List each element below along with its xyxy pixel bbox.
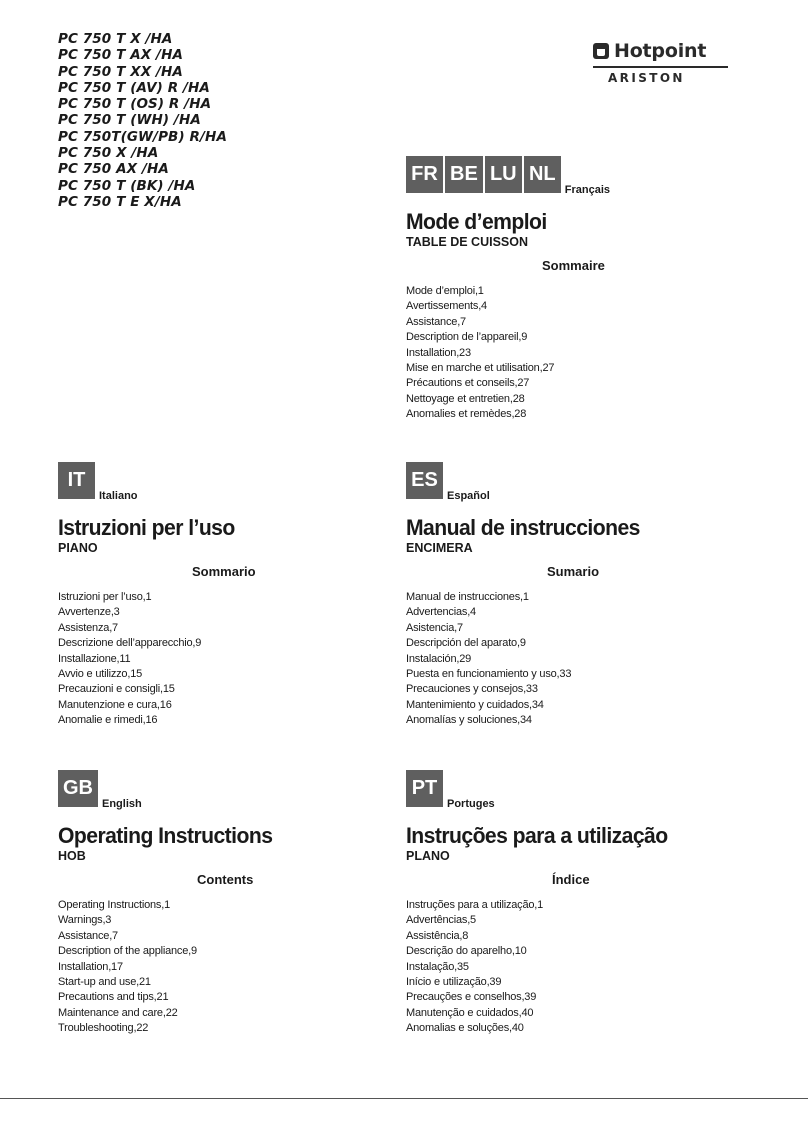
- section-gb: [58, 770, 286, 1037]
- toc-item: Precauzioni e consigli,15: [58, 683, 175, 696]
- section-es: [406, 462, 655, 729]
- model-item: PC 750T(GW/PB) R/HA: [58, 128, 227, 145]
- toc-item: Mise en marche et utilisation,27: [406, 362, 555, 375]
- model-item: PC 750 T E X/HA: [58, 193, 182, 210]
- model-item: PC 750 T XX /HA: [58, 63, 183, 80]
- toc-item: Advertências,5: [406, 914, 476, 927]
- toc-item: Start-up and use,21: [58, 976, 151, 989]
- language-name: Español: [447, 490, 490, 502]
- toc-item: Precauções e conselhos,39: [406, 991, 537, 1004]
- toc-list: [58, 590, 256, 729]
- section-subtitle: ENCIMERA: [406, 541, 473, 555]
- toc-item: Descripción del aparato,9: [406, 637, 526, 650]
- toc-item: Início e utilização,39: [406, 976, 502, 989]
- section-title: Manual de instrucciones: [406, 515, 640, 540]
- toc-item: Assistance,7: [406, 315, 466, 328]
- model-item: PC 750 T (OS) R /HA: [58, 96, 212, 113]
- lang-tag-it: IT: [58, 462, 95, 499]
- toc-item: Warnings,3: [58, 914, 112, 927]
- toc-item: Maintenance and care,22: [58, 1006, 178, 1019]
- toc-item: Nettoyage et entretien,28: [406, 392, 525, 405]
- toc-item: Assistência,8: [406, 929, 469, 942]
- section-subtitle: PIANO: [58, 541, 98, 555]
- toc-item: Avvio e utilizzo,15: [58, 668, 143, 681]
- toc-item: Precautions and tips,21: [58, 991, 169, 1004]
- toc-item: Anomalías y soluciones,34: [406, 714, 532, 727]
- toc-item: Istruzioni per l’uso,1: [58, 591, 152, 603]
- section-pt: [406, 770, 684, 1037]
- brand-subname: ARISTON: [608, 71, 685, 85]
- toc-item: Installation,17: [58, 960, 123, 973]
- toc-list: [406, 898, 684, 1037]
- section-subtitle: PLANO: [406, 849, 450, 863]
- toc-item: Descrição do aparelho,10: [406, 945, 527, 958]
- language-tags: [58, 462, 256, 502]
- toc-item: Anomalie e rimedi,16: [58, 714, 158, 727]
- toc-item: Instalação,35: [406, 960, 469, 973]
- lang-tag-pt: PT: [406, 770, 443, 807]
- section-title: Mode d’emploi: [406, 209, 547, 234]
- bottom-divider: [0, 1098, 808, 1099]
- lang-tag-es: ES: [406, 462, 443, 499]
- toc-heading: Sommario: [192, 564, 256, 579]
- section-subtitle: HOB: [58, 849, 86, 863]
- brand-name: Hotpoint: [614, 40, 707, 62]
- model-item: PC 750 T (WH) /HA: [58, 112, 201, 129]
- toc-list: [406, 284, 610, 423]
- model-item: PC 750 T AX /HA: [58, 47, 184, 64]
- toc-item: Manutenzione e cura,16: [58, 698, 172, 711]
- toc-item: Assistance,7: [58, 929, 118, 942]
- toc-item: Instalación,29: [406, 652, 472, 665]
- language-tags: [406, 156, 611, 196]
- model-list: [58, 31, 227, 210]
- toc-item: Installation,23: [406, 346, 471, 359]
- section-title: Istruzioni per l’uso: [58, 515, 235, 540]
- lang-tag-be: BE: [445, 156, 483, 193]
- toc-item: Description de l’appareil,9: [406, 331, 528, 344]
- model-item: PC 750 AX /HA: [58, 161, 169, 178]
- toc-list: [58, 898, 286, 1037]
- lang-tag-nl: NL: [524, 156, 561, 193]
- section-title: Instruções para a utilização: [406, 823, 668, 848]
- lang-tag-fr: FR: [406, 156, 443, 193]
- lang-tag-gb: GB: [58, 770, 98, 807]
- toc-item: Troubleshooting,22: [58, 1022, 149, 1035]
- toc-item: Précautions et conseils,27: [406, 377, 530, 390]
- toc-heading: Sommaire: [542, 258, 605, 273]
- language-name: English: [102, 798, 142, 810]
- toc-item: Assistenza,7: [58, 621, 118, 634]
- toc-item: Description of the appliance,9: [58, 945, 197, 958]
- toc-item: Avertissements,4: [406, 300, 487, 313]
- language-name: Portuges: [447, 798, 495, 810]
- model-item: PC 750 X /HA: [58, 145, 159, 162]
- language-tags: [406, 462, 655, 502]
- model-item: PC 750 T (BK) /HA: [58, 177, 196, 194]
- model-item: PC 750 T (AV) R /HA: [58, 79, 210, 96]
- toc-list: [406, 590, 655, 729]
- toc-heading: Contents: [197, 872, 254, 887]
- toc-item: Precauciones y consejos,33: [406, 683, 538, 696]
- toc-item: Descrizione dell’apparecchio,9: [58, 637, 202, 650]
- toc-item: Instruções para a utilização,1: [406, 899, 544, 911]
- hotpoint-logo-icon: [593, 43, 609, 59]
- toc-item: Operating Instructions,1: [58, 899, 170, 911]
- toc-item: Advertencias,4: [406, 606, 476, 619]
- brand-divider: [593, 66, 728, 68]
- toc-item: Mode d’emploi,1: [406, 285, 484, 297]
- toc-heading: Sumario: [547, 564, 600, 579]
- toc-item: Installazione,11: [58, 652, 131, 665]
- section-fr: [406, 156, 610, 423]
- toc-item: Asistencia,7: [406, 621, 463, 634]
- toc-item: Mantenimiento y cuidados,34: [406, 698, 544, 711]
- section-title: Operating Instructions: [58, 823, 273, 848]
- toc-item: Anomalias e soluções,40: [406, 1022, 524, 1035]
- language-tags: [406, 770, 684, 810]
- language-name: Français: [564, 184, 611, 196]
- toc-item: Avvertenze,3: [58, 606, 120, 619]
- model-item: PC 750 T X /HA: [58, 31, 173, 47]
- section-subtitle: TABLE DE CUISSON: [406, 235, 528, 249]
- lang-tag-lu: LU: [485, 156, 522, 193]
- language-name: Italiano: [99, 490, 138, 502]
- toc-item: Puesta en funcionamiento y uso,33: [406, 668, 572, 681]
- language-tags: [58, 770, 286, 810]
- section-it: [58, 462, 256, 729]
- toc-heading: Índice: [552, 872, 590, 887]
- brand-logo: [593, 40, 728, 85]
- toc-item: Manual de instrucciones,1: [406, 591, 529, 603]
- toc-item: Anomalies et remèdes,28: [406, 408, 527, 421]
- toc-item: Manutenção e cuidados,40: [406, 1006, 534, 1019]
